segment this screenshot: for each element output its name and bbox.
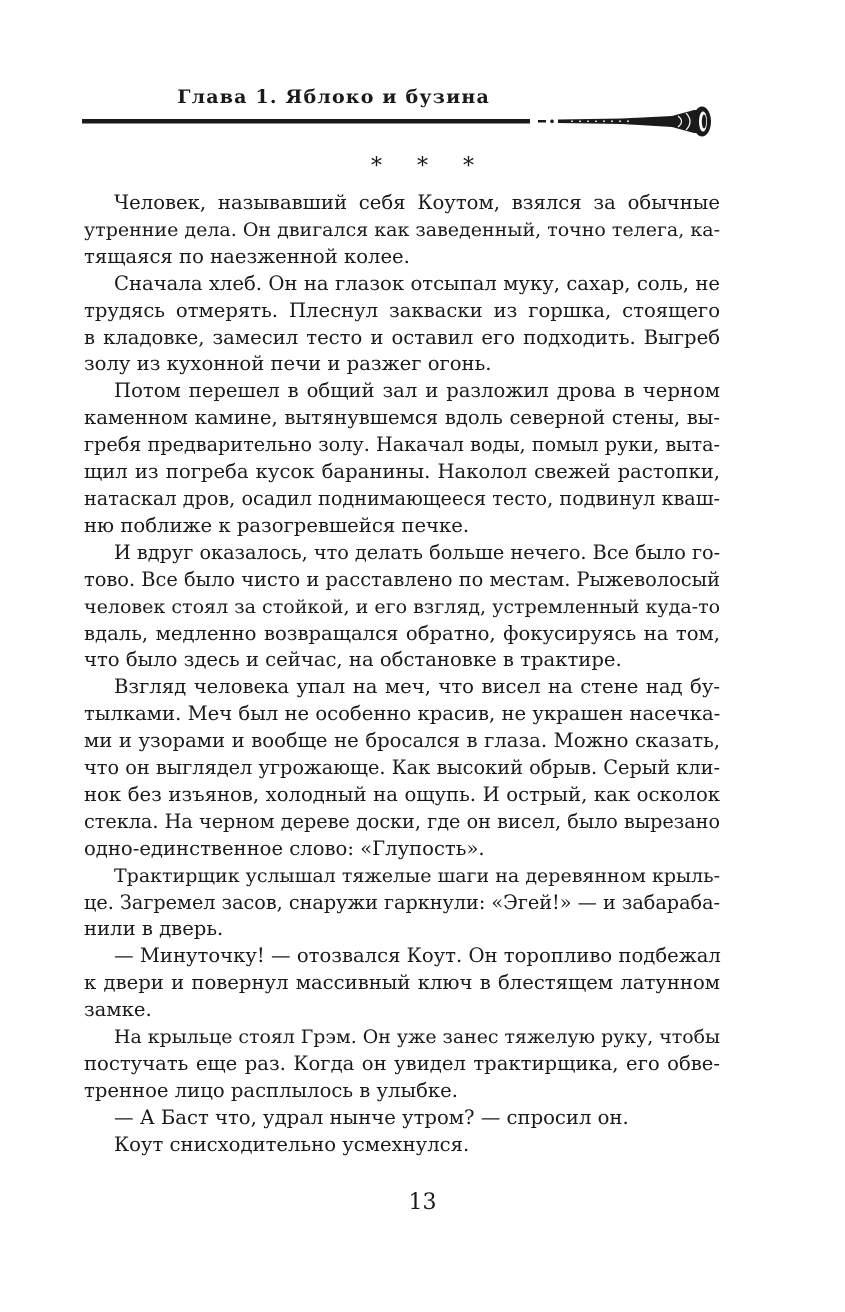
text-line: Сначала хлеб. Он на глазок отсыпал муку, сахар, соль, не: [114, 271, 720, 295]
text-line: одно-единственное слово: «Глупость».: [84, 836, 485, 860]
text-line: Коут снисходительно усмехнулся.: [114, 1132, 470, 1156]
paragraph: [84, 674, 720, 862]
text-line: нили в дверь.: [84, 917, 224, 941]
text-line: Потом перешел в общий зал и разложил дрова в черном: [114, 379, 720, 403]
text-line: натаскал дров, осадил поднимающееся тесто, подвинул кваш-: [84, 486, 720, 510]
text-line: Человек, называвший себя Коутом, взялся за обычные: [114, 191, 720, 214]
paragraph: [84, 271, 720, 379]
text-line: гребя предварительно золу. Накачал воды, помыл руки, выта-: [84, 433, 720, 457]
text-line: щил из погреба кусок баранины. Наколол свежей растопки,: [84, 460, 720, 484]
text-line: тящаяся по наезженной колее.: [84, 244, 410, 268]
flute-ornament-icon: [82, 104, 718, 140]
text-line: Трактирщик услышал тяжелые шаги на деревянном крыль-: [114, 864, 720, 887]
paragraph: [84, 378, 720, 539]
text-line: На крыльце стоял Грэм. Он уже занес тяжелую руку, чтобы: [114, 1026, 721, 1049]
paragraph: [84, 190, 720, 271]
scene-break: * * *: [371, 154, 488, 179]
body-text: [84, 190, 720, 1159]
text-line: что было здесь и сейчас, на обстановке в трактире.: [84, 648, 622, 672]
text-line: трудясь отмерять. Плеснул закваски из горшка, стоящего: [84, 298, 720, 322]
paragraph: [84, 1024, 720, 1105]
text-line: — Минуточку! — отозвался Коут. Он торопливо подбежал: [114, 944, 721, 968]
text-line: в кладовке, замесил тесто и оставил его подходить. Выгреб: [84, 325, 720, 349]
text-line: человек стоял за стойкой, и его взгляд, устремленный куда-то: [84, 595, 721, 618]
text-line: тренное лицо расплылось в улыбке.: [84, 1078, 458, 1102]
text-line: тылками. Меч был не особенно красив, не украшен насечка-: [84, 702, 721, 726]
text-line: вдаль, медленно возвращался обратно, фокусируясь на том,: [84, 621, 720, 645]
text-line: нок без изъянов, холодный на ощупь. И острый, как осколок: [84, 782, 720, 806]
text-line: золу из кухонной печи и разжег огонь.: [84, 352, 492, 376]
text-line: це. Загремел засов, снаружи гаркнули: «Эгей!» — и забараба-: [84, 890, 720, 914]
page-number: 13: [408, 1190, 437, 1215]
text-line: что он выглядел угрожающе. Как высокий обрыв. Серый кли-: [84, 756, 720, 780]
text-line: стекла. На черном дереве доски, где он висел, было вырезано: [84, 809, 720, 833]
text-line: Взгляд человека упал на меч, что висел на стене над бу-: [114, 675, 720, 699]
text-line: каменном камине, вытянувшемся вдоль северной стены, вы-: [84, 406, 720, 430]
paragraph: [84, 943, 720, 1024]
text-line: утренние дела. Он двигался как заведенный, точно телега, ка-: [84, 218, 720, 241]
text-line: постучать еще раз. Когда он увидел трактирщика, его обве-: [84, 1052, 720, 1075]
text-line: ми и узорами и вообще не бросался в глаза. Можно сказать,: [84, 729, 720, 753]
text-line: — А Баст что, удрал нынче утром? — спросил он.: [114, 1105, 629, 1129]
chapter-title: Глава 1. Яблоко и бузина: [177, 86, 490, 108]
paragraph: [84, 540, 720, 675]
text-line: к двери и повернул массивный ключ в блестящем латунном: [84, 971, 720, 995]
text-line: И вдруг оказалось, что делать больше нечего. Все было го-: [114, 540, 721, 564]
paragraph: [84, 863, 720, 944]
text-line: ню поближе к разогревшейся печке.: [84, 513, 470, 537]
paragraph: [84, 1132, 720, 1159]
text-line: замке.: [84, 998, 152, 1022]
text-line: тово. Все было чисто и расставлено по местам. Рыжеволосый: [84, 567, 720, 591]
paragraph: [84, 1105, 720, 1132]
